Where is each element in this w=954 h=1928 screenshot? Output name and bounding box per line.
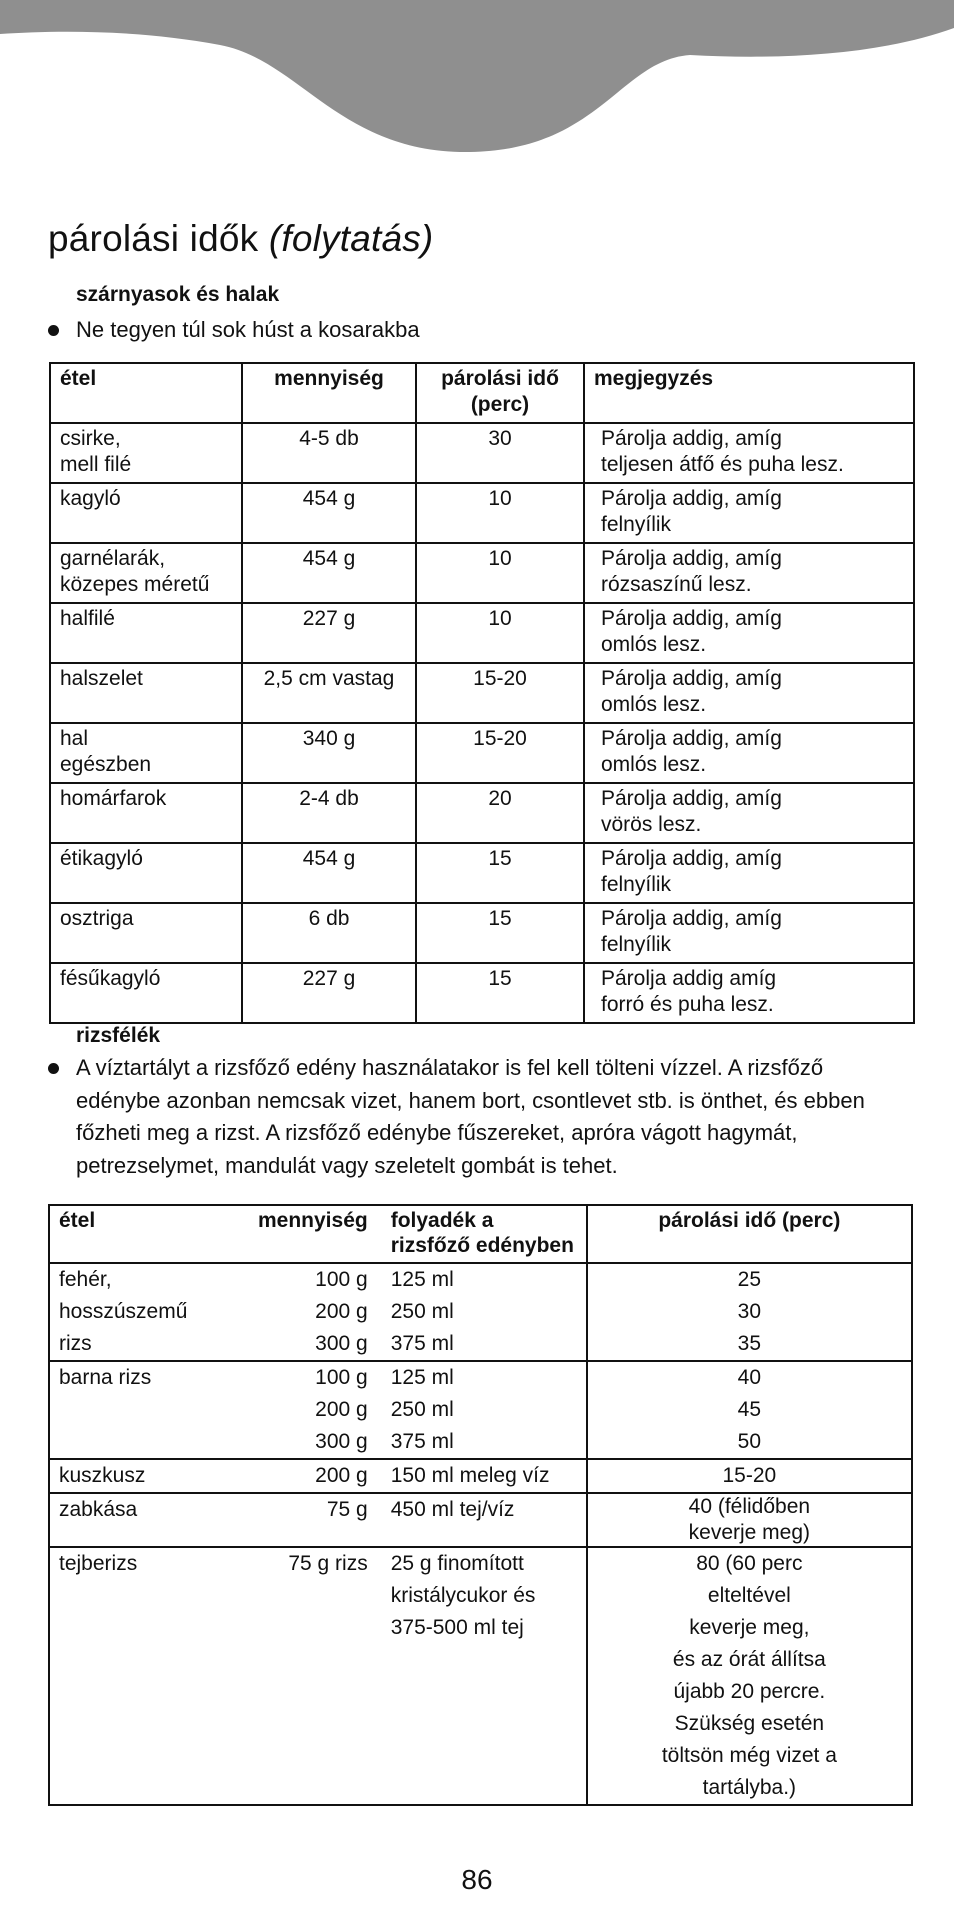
cell-time: 10 [416, 603, 584, 663]
cell-note: Párolja addig, amíg omlós lesz. [584, 723, 914, 783]
cell-food: hal egészben [50, 723, 242, 783]
cell-quantity: 100 g 200 g 300 g [249, 1263, 377, 1361]
column-header-food: étel [49, 1205, 249, 1263]
page-number: 86 [461, 1864, 493, 1895]
cell-note: Párolja addig, amíg felnyílik [584, 903, 914, 963]
cell-food: osztriga [50, 903, 242, 963]
cell-food: homárfarok [50, 783, 242, 843]
cell-liquid: 125 ml 250 ml 375 ml [377, 1263, 587, 1361]
cell-quantity: 227 g [242, 603, 416, 663]
cell-time: 15-20 [587, 1459, 912, 1493]
cell-note: Párolja addig, amíg omlós lesz. [584, 603, 914, 663]
cell-food: tejberizs [49, 1547, 249, 1805]
bullet-dot [48, 325, 59, 336]
cell-food: csirke, mell filé [50, 423, 242, 483]
table-row [49, 1493, 912, 1547]
cell-quantity: 454 g [242, 843, 416, 903]
table-row [50, 903, 914, 963]
page-title-italic: (folytatás) [268, 218, 434, 259]
cell-time: 15 [416, 843, 584, 903]
table-row [50, 483, 914, 543]
cell-time: 10 [416, 483, 584, 543]
cell-quantity: 75 g rizs [249, 1547, 377, 1805]
cell-food: kuszkusz [49, 1459, 249, 1493]
cell-quantity: 340 g [242, 723, 416, 783]
cell-food: fésűkagyló [50, 963, 242, 1023]
cell-quantity: 100 g 200 g 300 g [249, 1361, 377, 1459]
cell-note: Párolja addig, amíg felnyílik [584, 483, 914, 543]
table-row [50, 663, 914, 723]
cell-quantity: 6 db [242, 903, 416, 963]
table-row [49, 1361, 912, 1459]
table-row [49, 1459, 912, 1493]
table-row [50, 843, 914, 903]
cell-note: Párolja addig amíg forró és puha lesz. [584, 963, 914, 1023]
cell-food: kagyló [50, 483, 242, 543]
cell-food: halszelet [50, 663, 242, 723]
cell-quantity: 454 g [242, 483, 416, 543]
table-row [50, 543, 914, 603]
column-header-liquid: folyadék a rizsfőző edényben [377, 1205, 587, 1263]
bullet-dot [48, 1063, 59, 1074]
cell-quantity: 200 g [249, 1459, 377, 1493]
table-row [50, 963, 914, 1023]
cell-food: barna rizs [49, 1361, 249, 1459]
cell-quantity: 2,5 cm vastag [242, 663, 416, 723]
cell-time: 40 (félidőben keverje meg) [587, 1493, 912, 1547]
cell-food: halfilé [50, 603, 242, 663]
table-row [50, 783, 914, 843]
cell-note: Párolja addig, amíg teljesen átfő és puha lesz. [584, 423, 914, 483]
cell-time: 20 [416, 783, 584, 843]
cell-liquid: 450 ml tej/víz [377, 1493, 587, 1547]
page-title [48, 218, 433, 260]
cell-food: zabkása [49, 1493, 249, 1547]
table-header-row [50, 363, 914, 423]
cell-quantity: 2-4 db [242, 783, 416, 843]
cell-time: 15-20 [416, 663, 584, 723]
column-header-time: párolási idő (perc) [416, 363, 584, 423]
column-header-quantity: mennyiség [242, 363, 416, 423]
page-title-main: párolási idők [48, 218, 259, 259]
cell-time: 15-20 [416, 723, 584, 783]
cell-time: 40 45 50 [587, 1361, 912, 1459]
cell-time: 25 30 35 [587, 1263, 912, 1361]
cell-time: 80 (60 perc elteltével keverje meg, és az órát állítsa újabb 20 percre. Szükség esetén töltsön még vizet a tartályba.) [587, 1547, 912, 1805]
poultry-bullet [48, 314, 420, 347]
cell-quantity: 454 g [242, 543, 416, 603]
column-header-time: párolási idő (perc) [587, 1205, 912, 1263]
rice-bullet [48, 1052, 878, 1182]
column-header-note: megjegyzés [584, 363, 914, 423]
cell-time: 15 [416, 903, 584, 963]
decorative-header-wave [0, 0, 954, 160]
poultry-fish-table [49, 362, 915, 1024]
table-row [49, 1547, 912, 1805]
cell-time: 15 [416, 963, 584, 1023]
cell-note: Párolja addig, amíg vörös lesz. [584, 783, 914, 843]
cell-food: garnélarák, közepes méretű [50, 543, 242, 603]
cell-liquid: 150 ml meleg víz [377, 1459, 587, 1493]
poultry-heading: szárnyasok és halak [76, 283, 280, 306]
rice-bullet-text: A víztartályt a rizsfőző edény használatakor is fel kell tölteni vízzel. A rizsfőző edénybe azonban nemcsak vizet, hanem bort, csontlevet stb. is önthet, és ebben főzheti meg a rizst. A rizsfőző edénybe fűszereket, apróra vágott hagymát, petrezselymet, mandulát vagy szeletelt gombát is tehet. [76, 1055, 865, 1178]
cell-food: fehér, hosszúszemű rizs [49, 1263, 249, 1361]
table-row [49, 1263, 912, 1361]
table-row [50, 723, 914, 783]
table-row [50, 603, 914, 663]
table-header-row [49, 1205, 912, 1263]
cell-note: Párolja addig, amíg felnyílik [584, 843, 914, 903]
table-row [50, 423, 914, 483]
cell-liquid: 125 ml 250 ml 375 ml [377, 1361, 587, 1459]
rice-heading: rizsfélék [76, 1024, 161, 1047]
cell-quantity: 227 g [242, 963, 416, 1023]
cell-quantity: 4-5 db [242, 423, 416, 483]
cell-time: 10 [416, 543, 584, 603]
column-header-quantity: mennyiség [249, 1205, 377, 1263]
cell-time: 30 [416, 423, 584, 483]
cell-quantity: 75 g [249, 1493, 377, 1547]
cell-note: Párolja addig, amíg omlós lesz. [584, 663, 914, 723]
column-header-food: étel [50, 363, 242, 423]
cell-liquid: 25 g finomított kristálycukor és 375-500 ml tej [377, 1547, 587, 1805]
cell-food: étikagyló [50, 843, 242, 903]
rice-table [48, 1204, 913, 1806]
cell-note: Párolja addig, amíg rózsaszínű lesz. [584, 543, 914, 603]
poultry-bullet-text: Ne tegyen túl sok húst a kosarakba [76, 317, 420, 342]
